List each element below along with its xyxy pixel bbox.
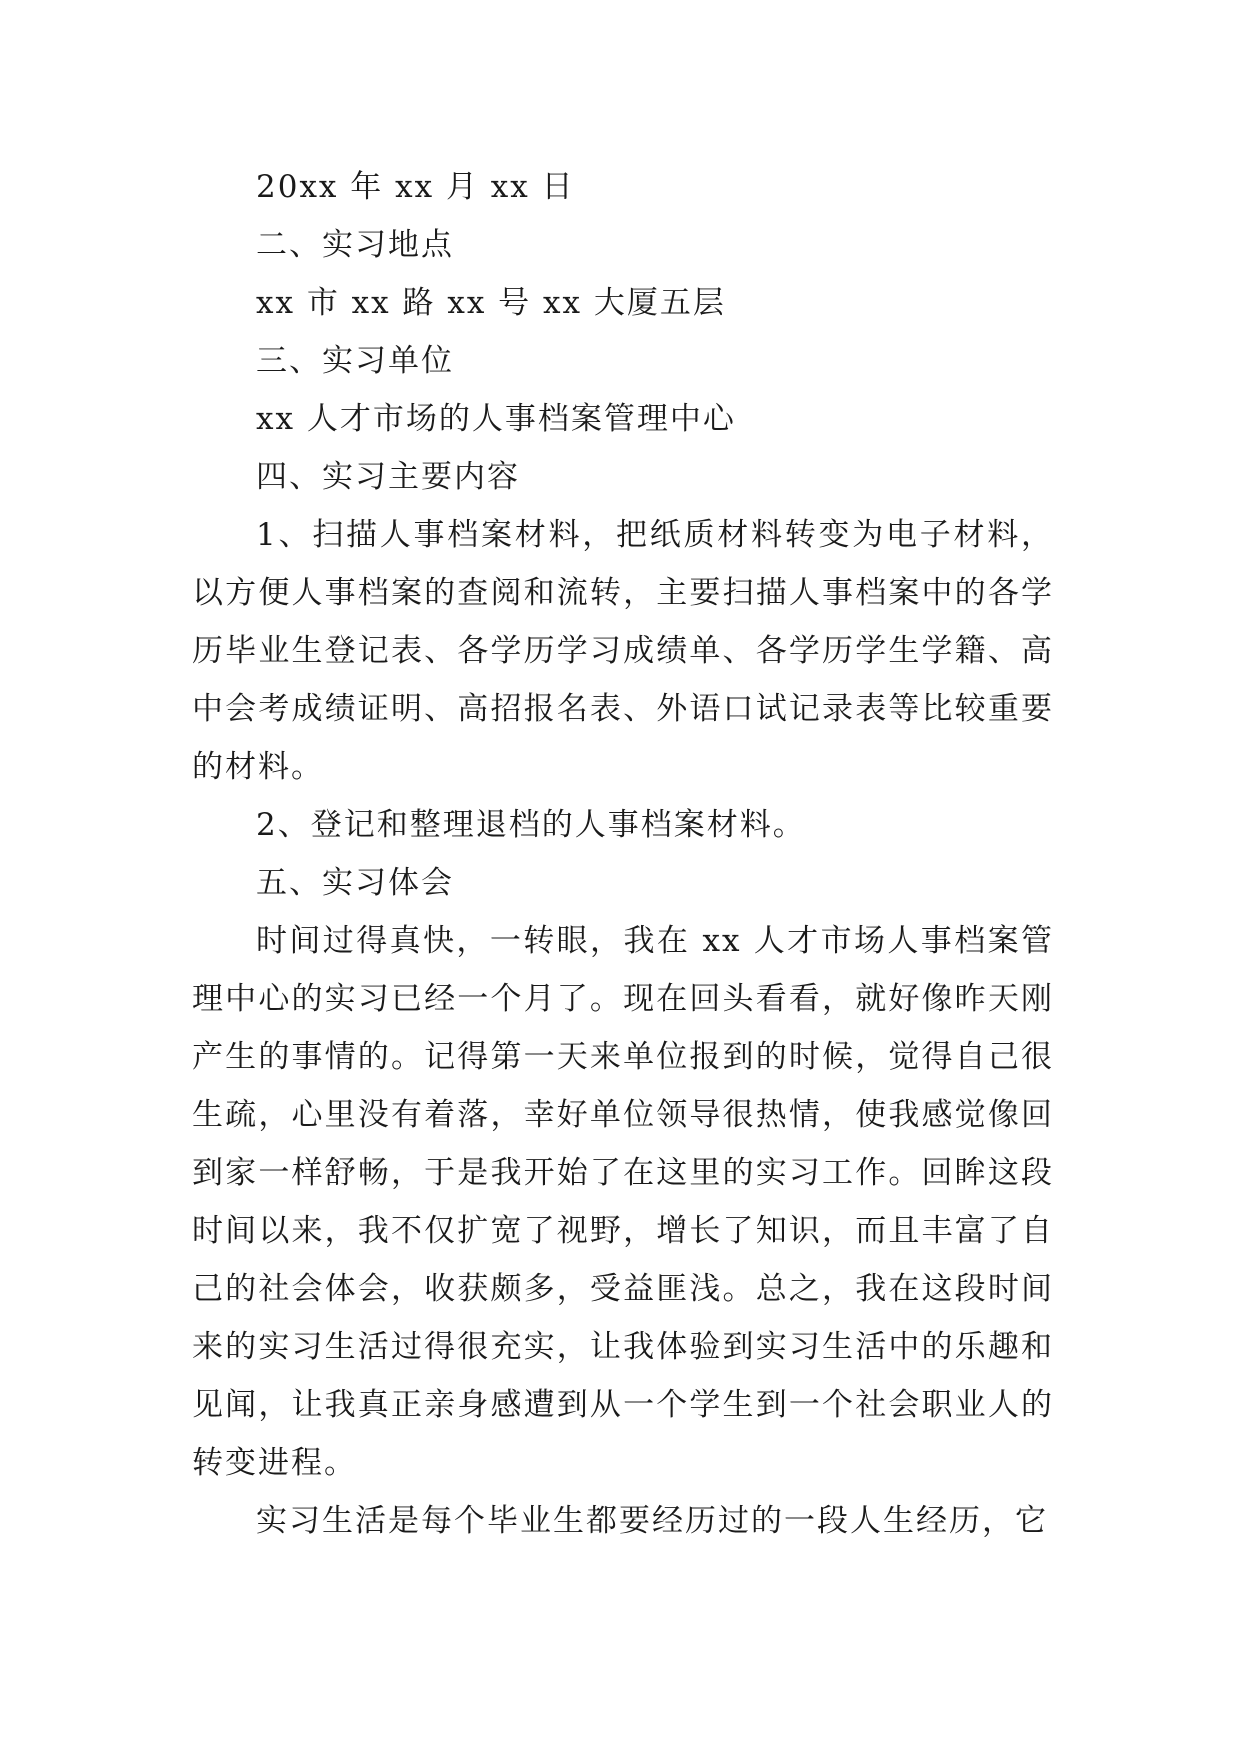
section-heading-unit: 三、实习单位: [256, 343, 454, 379]
date-line: 20xx 年 xx 月 xx 日: [256, 169, 575, 205]
document-body: [192, 158, 1054, 1550]
section-heading-content: 四、实习主要内容: [256, 459, 520, 495]
location-text: xx 市 xx 路 xx 号 xx 大厦五层: [256, 285, 726, 321]
unit-text: xx 人才市场的人事档案管理中心: [256, 401, 736, 437]
section-heading-experience: 五、实习体会: [256, 865, 454, 901]
section-heading-location: 二、实习地点: [256, 227, 454, 263]
experience-paragraph-2: 实习生活是每个毕业生都要经历过的一段人生经历，它: [256, 1503, 1048, 1539]
content-item-1: 1、扫描人事档案材料，把纸质材料转变为电子材料，以方便人事档案的查阅和流转，主要扫描人事档案中的各学历毕业生登记表、各学历学习成绩单、各学历学生学籍、高中会考成绩证明、高招报名表、外语口试记录表等比较重要的材料。: [192, 517, 1054, 785]
content-item-2: 2、登记和整理退档的人事档案材料。: [256, 807, 806, 843]
experience-paragraph-1: 时间过得真快，一转眼，我在 xx 人才市场人事档案管理中心的实习已经一个月了。现在回头看看，就好像昨天刚产生的事情的。记得第一天来单位报到的时候，觉得自己很生疏，心里没有着落，幸好单位领导很热情，使我感觉像回到家一样舒畅，于是我开始了在这里的实习工作。回眸这段时间以来，我不仅扩宽了视野，增长了知识，而且丰富了自己的社会体会，收获颇多，受益匪浅。总之，我在这段时间来的实习生活过得很充实，让我体验到实习生活中的乐趣和见闻，让我真正亲身感遭到从一个学生到一个社会职业人的转变进程。: [192, 923, 1054, 1481]
